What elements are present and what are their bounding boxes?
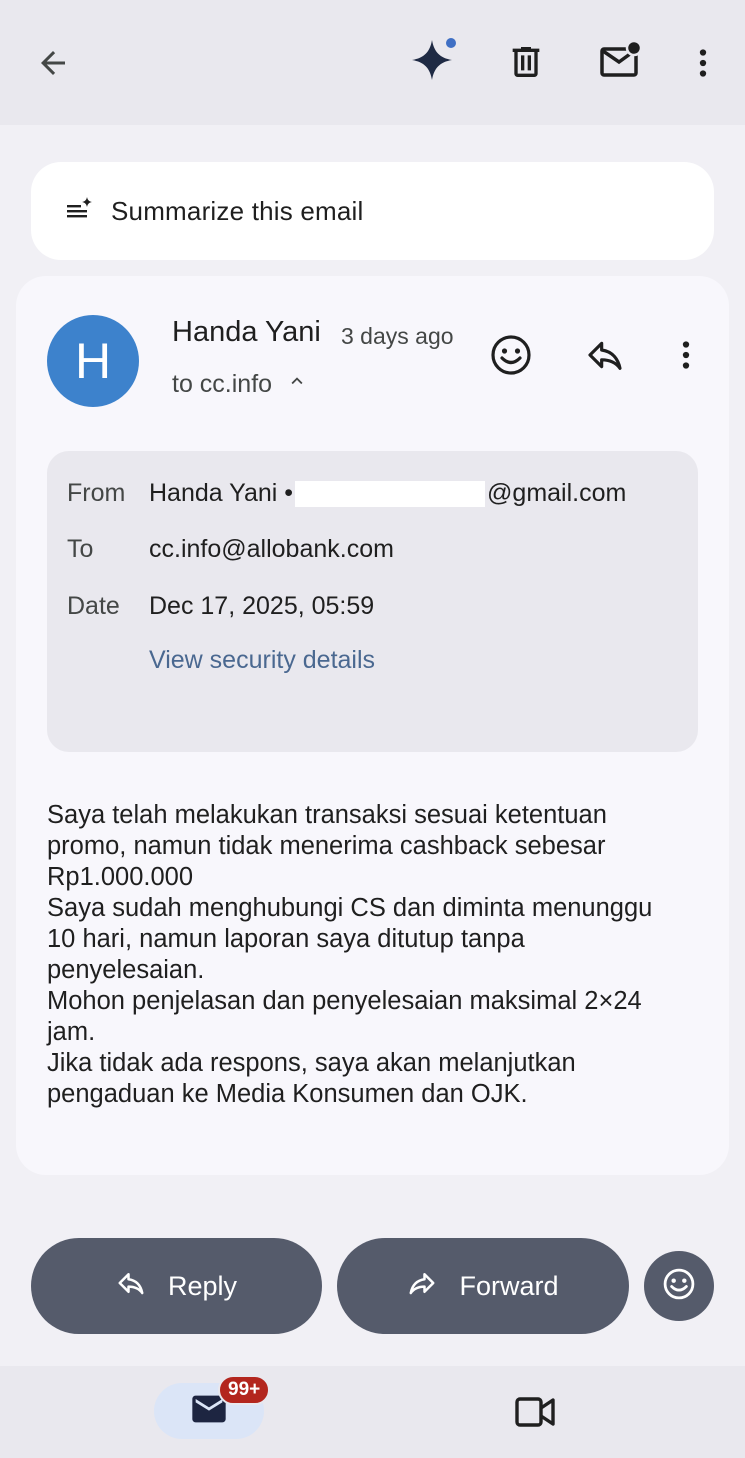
sparkle-icon[interactable] (408, 34, 460, 86)
video-camera-icon (514, 1417, 556, 1434)
more-vert-icon[interactable] (680, 40, 726, 86)
forward-label: Forward (459, 1270, 559, 1301)
message-details (47, 451, 698, 752)
body-line: 10 hari, namun laporan saya ditutup tanpa (47, 925, 525, 953)
from-name: Handa Yani • (149, 479, 294, 507)
message-card (16, 276, 729, 1175)
mail-unread-icon[interactable] (596, 38, 644, 86)
body-line: Saya telah melakukan transaksi sesuai ketentuan (47, 801, 607, 829)
forward-button[interactable] (337, 1238, 629, 1334)
recipients-toggle[interactable] (172, 370, 308, 399)
body-line: Saya sudah menghubungi CS dan diminta menunggu (47, 894, 653, 922)
reply-label: Reply (167, 1270, 238, 1301)
body-line: Jika tidak ada respons, saya akan melanjutkan (47, 1049, 576, 1077)
emoji-react-button[interactable] (644, 1251, 714, 1321)
to-line: to cc.info (172, 370, 273, 398)
sender-name: Handa Yani (172, 316, 321, 348)
to-value: cc.info@allobank.com (149, 535, 394, 563)
summarize-icon (65, 195, 93, 228)
to-label: To (67, 535, 94, 563)
body-line: penyelesaian. (47, 956, 205, 984)
body-line: promo, namun tidak menerima cashback sebesar (47, 832, 606, 860)
message-time: 3 days ago (341, 323, 454, 349)
nav-meet[interactable] (514, 1394, 556, 1435)
from-email: @gmail.com (487, 479, 627, 507)
body-line: pengaduan ke Media Konsumen dan OJK. (47, 1080, 528, 1108)
date-label: Date (67, 592, 120, 620)
summarize-label: Summarize this email (111, 195, 364, 226)
redacted-block (295, 481, 485, 507)
more-vert-icon[interactable] (664, 332, 708, 378)
reply-icon[interactable] (582, 332, 628, 378)
body-line: Rp1.000.000 (47, 863, 194, 891)
date-value: Dec 17, 2025, 05:59 (149, 592, 375, 620)
arrow-back-icon[interactable] (30, 40, 76, 86)
reply-icon (116, 1268, 168, 1305)
top-app-bar (0, 0, 745, 125)
message-body (47, 800, 707, 1110)
emoji-icon (661, 1266, 697, 1307)
body-line: Mohon penjelasan dan penyelesaian maksimal 2×24 (47, 987, 642, 1015)
forward-icon (407, 1268, 459, 1305)
summarize-email-button[interactable] (31, 162, 714, 260)
reply-button[interactable] (31, 1238, 322, 1334)
body-line: jam. (47, 1018, 96, 1046)
avatar[interactable]: H (47, 315, 139, 407)
bottom-navigation (0, 1366, 745, 1458)
unread-count-badge: 99+ (218, 1375, 270, 1405)
emoji-react-icon[interactable] (486, 330, 536, 380)
view-security-details-link[interactable]: View security details (149, 646, 376, 674)
from-label: From (67, 479, 126, 507)
chevron-up-icon (272, 370, 308, 399)
from-value (149, 479, 626, 508)
trash-icon[interactable] (503, 39, 549, 85)
